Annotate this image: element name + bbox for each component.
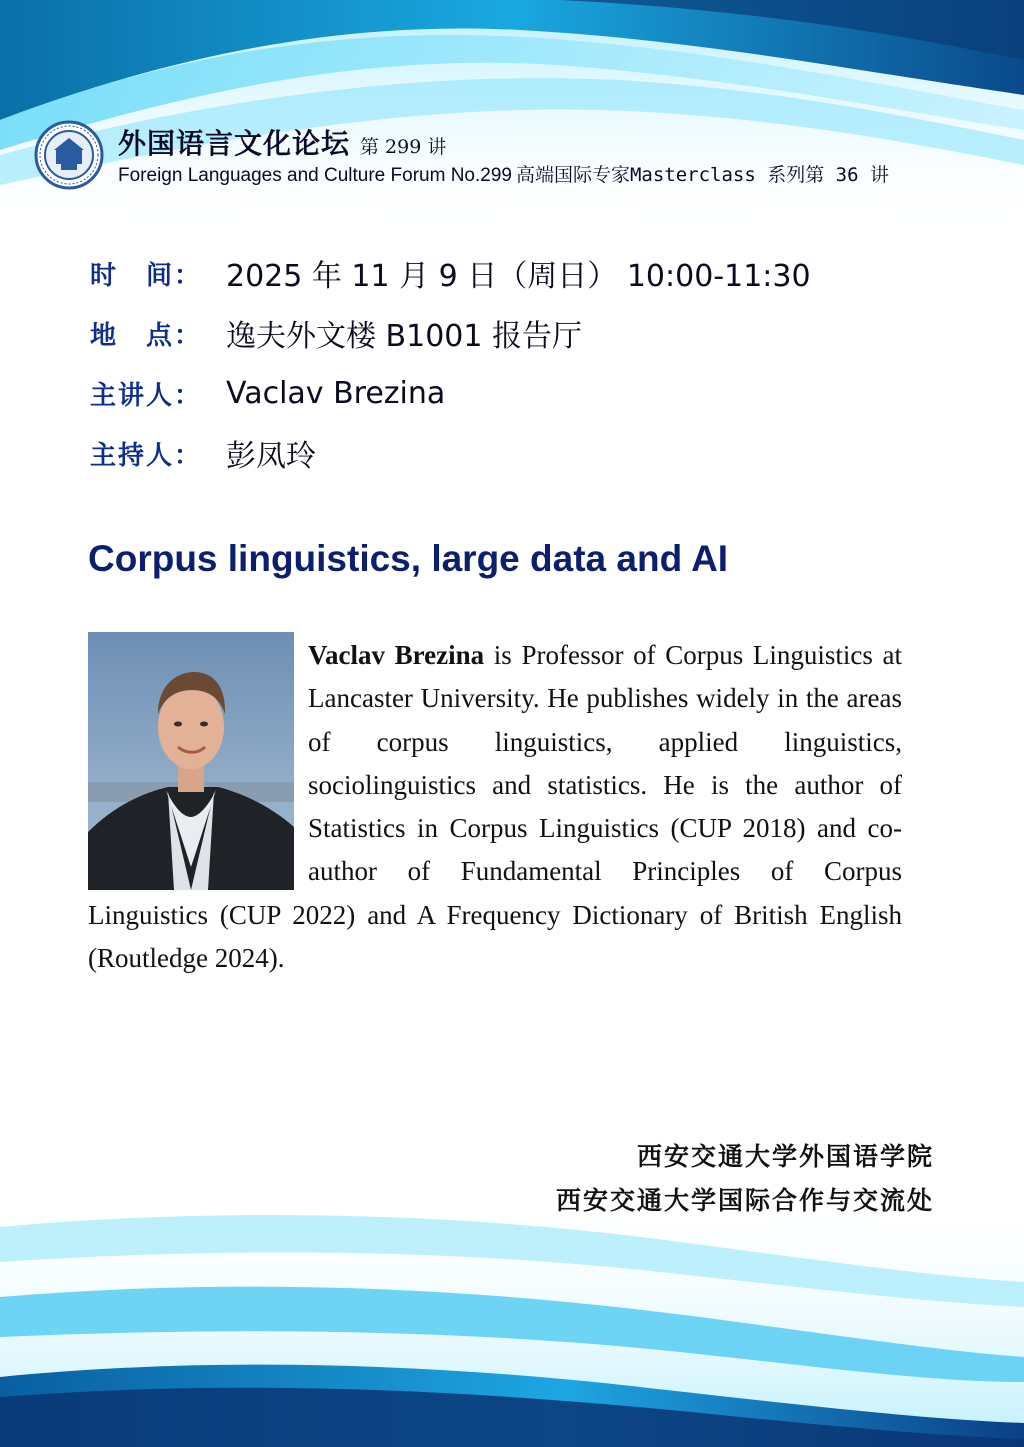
forum-title [118,122,446,162]
host-value: 彭凤玲 [226,439,316,474]
photo-spacer [88,634,308,892]
organizer-1: 西安交通大学外国语学院 [636,1142,934,1171]
forum-subtitle-cn: 高端国际专家Masterclass 系列第 36 讲 [515,164,889,186]
university-seal-icon [34,120,104,190]
bottom-wave-decoration [0,1187,1024,1447]
time-label: 时 间： [90,260,203,291]
place-label: 地 点： [90,320,203,351]
place-row [90,303,950,363]
forum-subtitle [118,160,889,187]
speaker-label: 主讲人： [90,380,203,411]
forum-title-cn: 外国语言文化论坛 [118,127,351,160]
host-label: 主持人： [90,440,203,471]
talk-title: Corpus linguistics, large data and AI [88,538,729,579]
organizers [556,1135,934,1223]
forum-issue: 第 299 讲 [360,136,447,158]
speaker-bio [88,634,902,980]
bio-text: is Professor of Corpus Linguistics at Lancaster University. He publishes widely in the areas of corpus linguistics, applied linguistics, sociolinguistics and statistics. He is the author of Statistics in Corpus Linguistics (CUP 2018) and co-author of Fundamental Principles of Corpus Linguistics (CUP 2022) and A Frequency Dictionary of British English (Routledge 2024). [88,640,903,974]
time-value: 2025 年 11 月 9 日（周日） 10:00-11:30 [226,259,811,294]
event-info [90,243,950,483]
place-value: 逸夫外文楼 B1001 报告厅 [226,319,583,354]
organizer-2: 西安交通大学国际合作与交流处 [555,1186,934,1215]
forum-subtitle-en: Foreign Languages and Culture Forum No.299 [118,165,512,186]
forum-header [34,118,994,192]
speaker-value: Vaclav Brezina [226,375,446,411]
speaker-row [90,363,950,423]
host-row [90,423,950,483]
bio-name: Vaclav Brezina [308,640,485,670]
time-row [90,243,950,303]
